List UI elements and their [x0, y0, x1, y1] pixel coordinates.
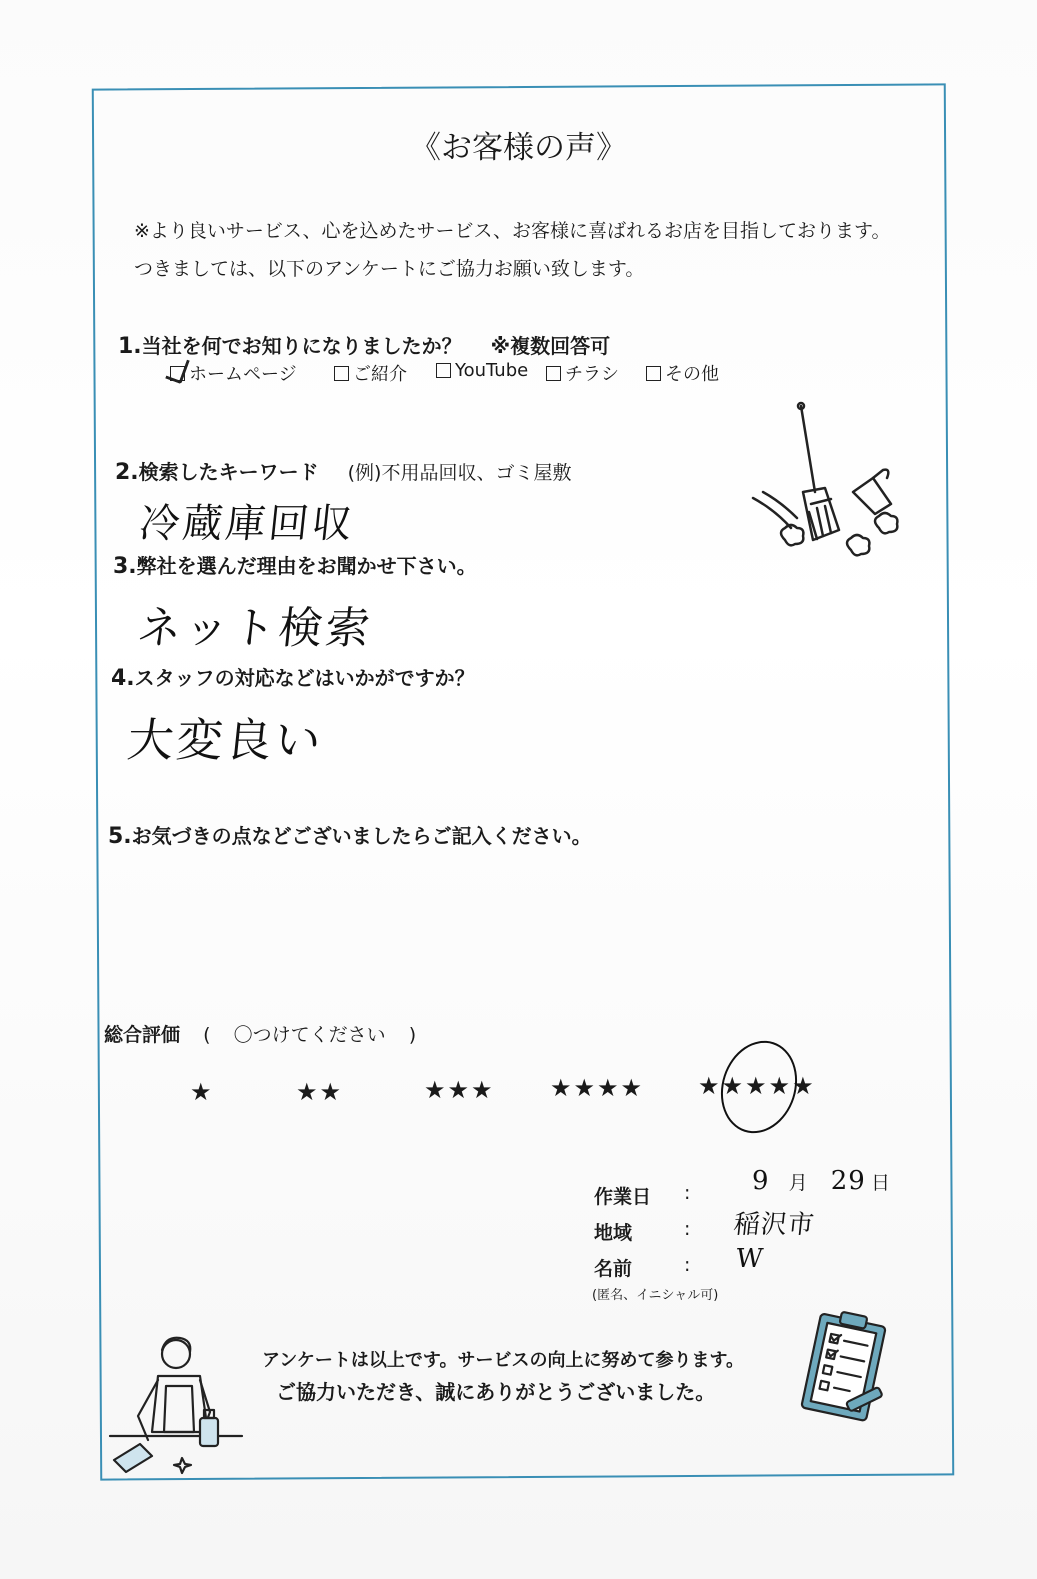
- date-colon: :: [684, 1182, 691, 1204]
- date-label: 作業日: [594, 1186, 652, 1208]
- option-label: YouTube: [455, 360, 529, 381]
- checkbox-checked[interactable]: [170, 366, 185, 381]
- option-other[interactable]: [646, 360, 719, 386]
- area-label: 地域: [594, 1222, 633, 1244]
- question-4: [111, 662, 475, 691]
- question-3: [113, 550, 477, 579]
- day-value: 29: [830, 1166, 866, 1196]
- cleaning-person-illustration: [104, 1332, 254, 1482]
- question-text: お気づきの点などございましたらご記入ください。: [131, 824, 592, 848]
- month-value: 9: [752, 1166, 770, 1196]
- option-label: その他: [665, 364, 719, 385]
- option-flyer[interactable]: [546, 360, 619, 386]
- rating-5[interactable]: ★★★★★: [698, 1072, 816, 1100]
- clipboard-icon: [792, 1310, 902, 1430]
- question-text: 検索したキーワード: [138, 460, 319, 484]
- evaluation-header: [104, 1020, 416, 1047]
- rating-1[interactable]: ★: [190, 1078, 214, 1106]
- name-label: 名前: [594, 1258, 633, 1280]
- option-homepage[interactable]: [170, 360, 297, 386]
- name-colon: :: [684, 1254, 691, 1276]
- option-label: チラシ: [565, 364, 619, 385]
- name-value: W: [734, 1244, 766, 1274]
- rating-4[interactable]: ★★★★: [550, 1074, 645, 1102]
- option-youtube[interactable]: [436, 360, 528, 381]
- closing-line-1: アンケートは以上です。サービスの向上に努めて参ります。: [262, 1350, 745, 1371]
- question-text: 当社を何でお知りになりましたか？: [141, 334, 462, 358]
- area-value: 稲沢市: [732, 1210, 817, 1240]
- question-1: [118, 330, 610, 359]
- question-text: 弊社を選んだ理由をお聞かせ下さい。: [136, 554, 477, 578]
- paren-close: ): [408, 1024, 417, 1046]
- question-number: 3.: [113, 554, 137, 579]
- page-title: 《お客様の声》: [410, 130, 627, 166]
- question-example: (例)不用品回収、ゴミ屋敷: [347, 462, 572, 484]
- page-frame: [92, 83, 954, 1480]
- checkbox[interactable]: [436, 363, 451, 378]
- paren-open: (: [203, 1024, 211, 1046]
- option-referral[interactable]: [334, 360, 407, 386]
- question-5: [108, 820, 592, 849]
- evaluation-instruction: 〇つけてください: [233, 1024, 386, 1046]
- answer-staff: 大変良い: [124, 713, 327, 767]
- question-number: 2.: [115, 460, 139, 485]
- answer-keyword: 冷蔵庫回収: [137, 501, 358, 547]
- broom-icon: [745, 400, 915, 565]
- intro-line-2: つきましては、以下のアンケートにご協力お願い致します。: [134, 258, 645, 280]
- name-note: (匿名、イニシャル可): [592, 1288, 719, 1303]
- checkbox[interactable]: [546, 366, 561, 381]
- month-unit: 月: [788, 1172, 808, 1194]
- rating-2[interactable]: ★★: [296, 1078, 344, 1106]
- day-unit: 日: [870, 1172, 890, 1194]
- evaluation-label: 総合評価: [104, 1024, 181, 1046]
- option-label: ご紹介: [353, 364, 407, 385]
- question-number: 5.: [108, 824, 132, 849]
- area-colon: :: [684, 1218, 691, 1240]
- rating-3[interactable]: ★★★: [424, 1076, 495, 1104]
- checkbox[interactable]: [334, 366, 349, 381]
- intro-line-1: ※より良いサービス、心を込めたサービス、お客様に喜ばれるお店を目指しております。: [134, 220, 891, 242]
- question-note: ※複数回答可: [490, 334, 611, 358]
- option-label: ホームページ: [189, 364, 297, 385]
- question-number: 1.: [118, 334, 142, 359]
- closing-line-2: ご協力いただき、誠にありがとうございました。: [276, 1380, 716, 1404]
- question-text: スタッフの対応などはいかがですか？: [134, 666, 475, 690]
- question-number: 4.: [111, 666, 135, 691]
- answer-reason: ネット検索: [134, 603, 376, 654]
- date-value: [752, 1166, 890, 1196]
- question-2: [115, 456, 571, 485]
- checkbox[interactable]: [646, 366, 661, 381]
